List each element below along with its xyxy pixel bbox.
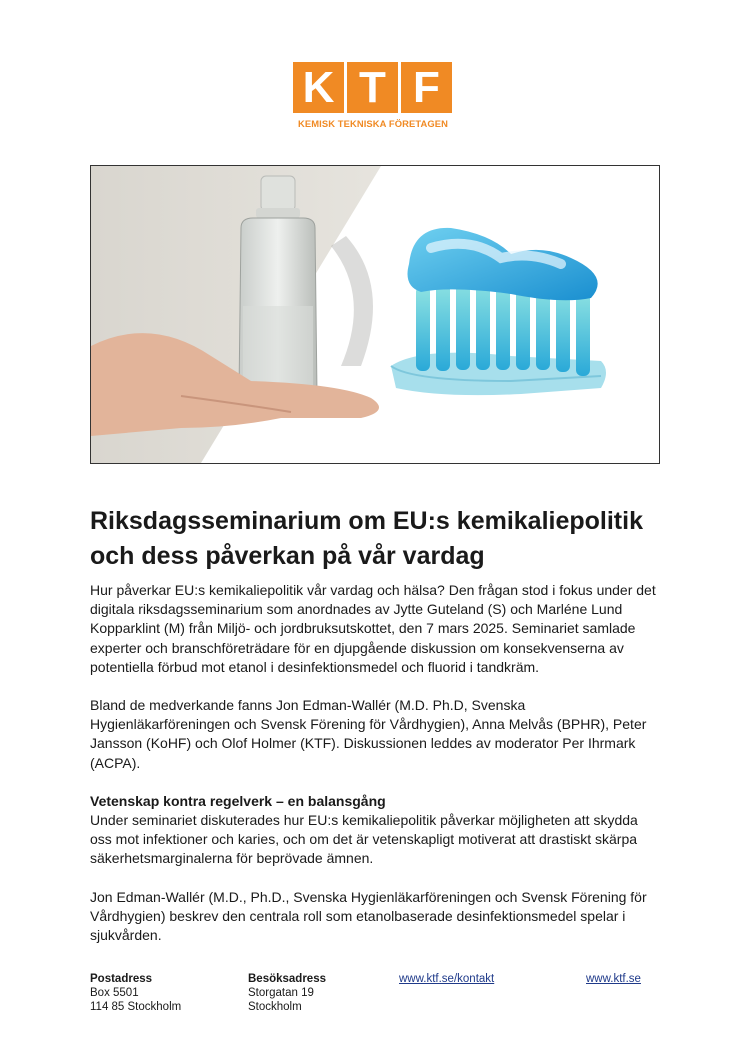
paragraph-participants: Bland de medverkande fanns Jon Edman-Wallér (M.D. Ph.D, Svenska Hygienläkarföreningen och Svensk Förening för Vårdhygien), Anna Melvås (BPHR), Peter Jansson (KoHF) och Olof Holmer (KTF). Diskussionen leddes av moderator Per Ihrmark (ACPA).	[90, 697, 647, 771]
page-footer	[90, 972, 660, 1022]
section-subheading: Vetenskap kontra regelverk – en balansgång	[90, 792, 386, 809]
hero-image	[90, 165, 660, 464]
visit-line2: Stockholm	[248, 1001, 302, 1013]
logo-letter-k: K	[293, 62, 344, 113]
paragraph-intro: Hur påverkar EU:s kemikaliepolitik vår vardag och hälsa? Den frågan stod i fokus under det digitala riksdagsseminarium som anordnades av Jytte Guteland (S) och Marléne Lund Kopparklint (M) från Miljö- och jordbruksutskottet, den 7 mars 2025. Seminariet samlade experter och branschföreträdare för en djupgående diskussion om konsekvenserna av potentiella förbud mot etanol i desinfektionsmedel och fluorid i tandkräm.	[90, 582, 656, 675]
paragraph-seminar: Under seminariet diskuterades hur EU:s kemikaliepolitik påverkar möjligheten att skydda oss mot infektioner och karies, och om det är vetenskapligt motiverat att drastiskt skärpa säkerhetsmarginalerna för beprövade ämnen.	[90, 812, 638, 867]
postal-line1: Box 5501	[90, 987, 139, 999]
visit-heading: Besöksadress	[248, 973, 326, 985]
logo-letter-t: T	[347, 62, 398, 113]
article-body	[90, 581, 660, 964]
postal-heading: Postadress	[90, 973, 153, 985]
postal-line2: 114 85 Stockholm	[90, 1001, 182, 1013]
contact-link[interactable]: www.ktf.se/kontakt	[399, 973, 495, 985]
logo-letter-f: F	[401, 62, 452, 113]
postal-address	[90, 972, 181, 1014]
website-link[interactable]: www.ktf.se	[586, 973, 641, 985]
logo-subtitle: KEMISK TEKNISKA FÖRETAGEN	[298, 118, 448, 129]
visit-line1: Storgatan 19	[248, 987, 314, 999]
hand-bottle-toothbrush-illustration	[91, 166, 659, 463]
visit-address	[248, 972, 326, 1014]
article-title: Riksdagsseminarium om EU:s kemikaliepolitik och dess påverkan på vår vardag	[90, 507, 643, 570]
ktf-logo	[293, 62, 453, 129]
paragraph-edman-waller: Jon Edman-Wallér (M.D., Ph.D., Svenska Hygienläkarföreningen och Svensk Förening för Vårdhygien) beskrev den centrala roll som etanolbaserade desinfektionsmedel spelar i sjukvården.	[90, 888, 647, 944]
